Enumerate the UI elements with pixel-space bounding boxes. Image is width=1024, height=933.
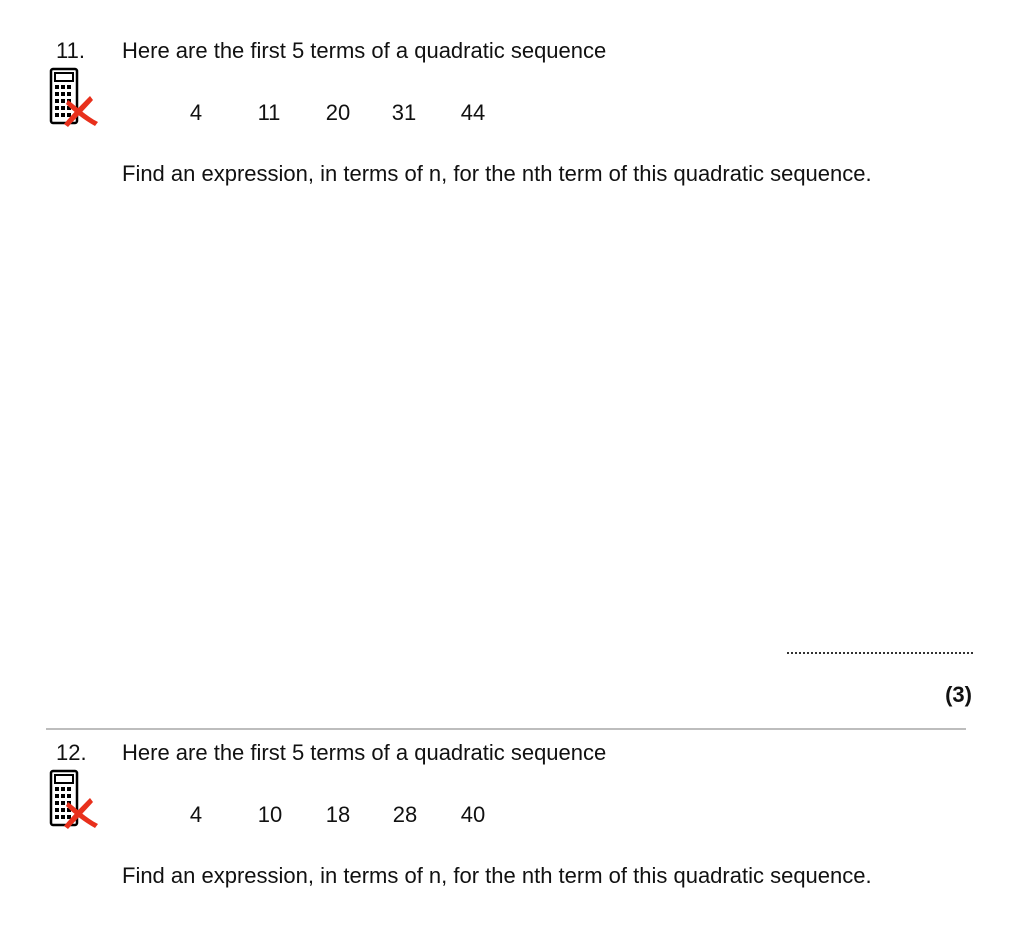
sequence-term: 44 bbox=[460, 100, 486, 125]
marks-label: (3) bbox=[945, 682, 972, 707]
sequence-term: 40 bbox=[460, 802, 486, 827]
question-number: 12. bbox=[56, 740, 87, 765]
no-calculator-icon bbox=[46, 66, 102, 128]
question-number: 11. bbox=[56, 38, 85, 63]
question-intro: Here are the first 5 terms of a quadratic sequence bbox=[122, 740, 607, 765]
sequence-term: 20 bbox=[325, 100, 351, 125]
question-prompt: Find an expression, in terms of n, for the nth term of this quadratic sequence. bbox=[122, 161, 872, 186]
question-prompt: Find an expression, in terms of n, for the nth term of this quadratic sequence. bbox=[122, 863, 872, 888]
no-calculator-icon bbox=[46, 768, 102, 830]
question-intro: Here are the first 5 terms of a quadratic sequence bbox=[122, 38, 607, 63]
answer-line[interactable] bbox=[787, 652, 973, 654]
sequence-term: 4 bbox=[189, 100, 203, 125]
sequence-term: 28 bbox=[392, 802, 418, 827]
sequence-term: 4 bbox=[189, 802, 203, 827]
sequence-term: 11 bbox=[257, 100, 281, 125]
sequence-term: 18 bbox=[325, 802, 351, 827]
question-divider bbox=[46, 728, 966, 730]
sequence-term: 10 bbox=[257, 802, 283, 827]
sequence-term: 31 bbox=[391, 100, 417, 125]
